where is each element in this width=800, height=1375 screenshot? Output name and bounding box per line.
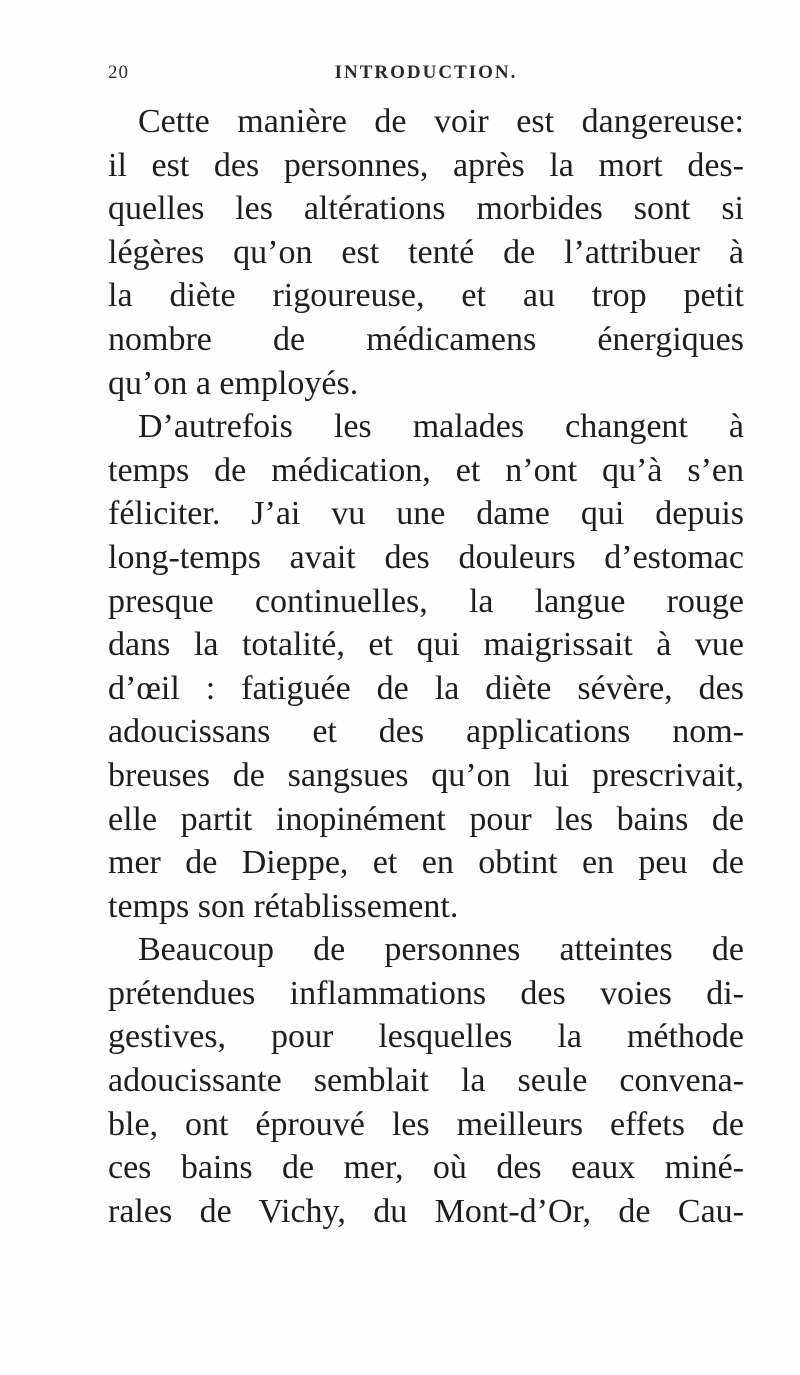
body-text — [108, 100, 744, 1233]
text-line: long-temps avait des douleurs d’estomac — [108, 538, 744, 576]
text-line: presque continuelles, la langue rouge — [108, 582, 744, 620]
text-line: D’autrefois les malades changent à — [138, 408, 744, 446]
text-line: nombre de médicamens énergiques — [108, 320, 744, 358]
text-line: la diète rigoureuse, et au trop petit — [108, 277, 744, 315]
text-line: ces bains de mer, où des eaux miné- — [108, 1149, 744, 1187]
running-head — [108, 62, 744, 92]
text-line: Beaucoup de personnes atteintes de — [138, 931, 744, 969]
text-line: quelles les altérations morbides sont si — [108, 190, 744, 228]
text-line: gestives, pour lesquelles la méthode — [108, 1018, 744, 1056]
text-line: adoucissante semblait la seule convena- — [108, 1062, 744, 1100]
text-line: ble, ont éprouvé les meilleurs effets de — [108, 1105, 744, 1143]
text-line: temps de médication, et n’ont qu’à s’en — [108, 451, 744, 489]
text-line: mer de Dieppe, et en obtint en peu de — [108, 844, 744, 882]
text-line: il est des personnes, après la mort des- — [108, 146, 744, 184]
text-line: elle partit inopinément pour les bains de — [108, 800, 744, 838]
text-line: légères qu’on est tenté de l’attribuer à — [108, 233, 744, 271]
text-line: qu’on a employés. — [108, 364, 359, 402]
text-line: breuses de sangsues qu’on lui prescrivait, — [108, 756, 744, 794]
page-number: 20 — [108, 62, 129, 83]
page-header-title: INTRODUCTION. — [334, 62, 518, 83]
text-line: adoucissans et des applications nom- — [108, 713, 744, 751]
text-line: dans la totalité, et qui maigrissait à vue — [108, 626, 744, 664]
text-line: Cette manière de voir est dangereuse: — [138, 103, 744, 140]
text-line: prétendues inflammations des voies di- — [108, 974, 744, 1012]
text-line: rales de Vichy, du Mont-d’Or, de Cau- — [108, 1192, 744, 1230]
text-line: temps son rétablissement. — [108, 887, 459, 925]
text-line: féliciter. J’ai vu une dame qui depuis — [108, 495, 744, 533]
text-line: d’œil : fatiguée de la diète sévère, des — [108, 669, 744, 707]
